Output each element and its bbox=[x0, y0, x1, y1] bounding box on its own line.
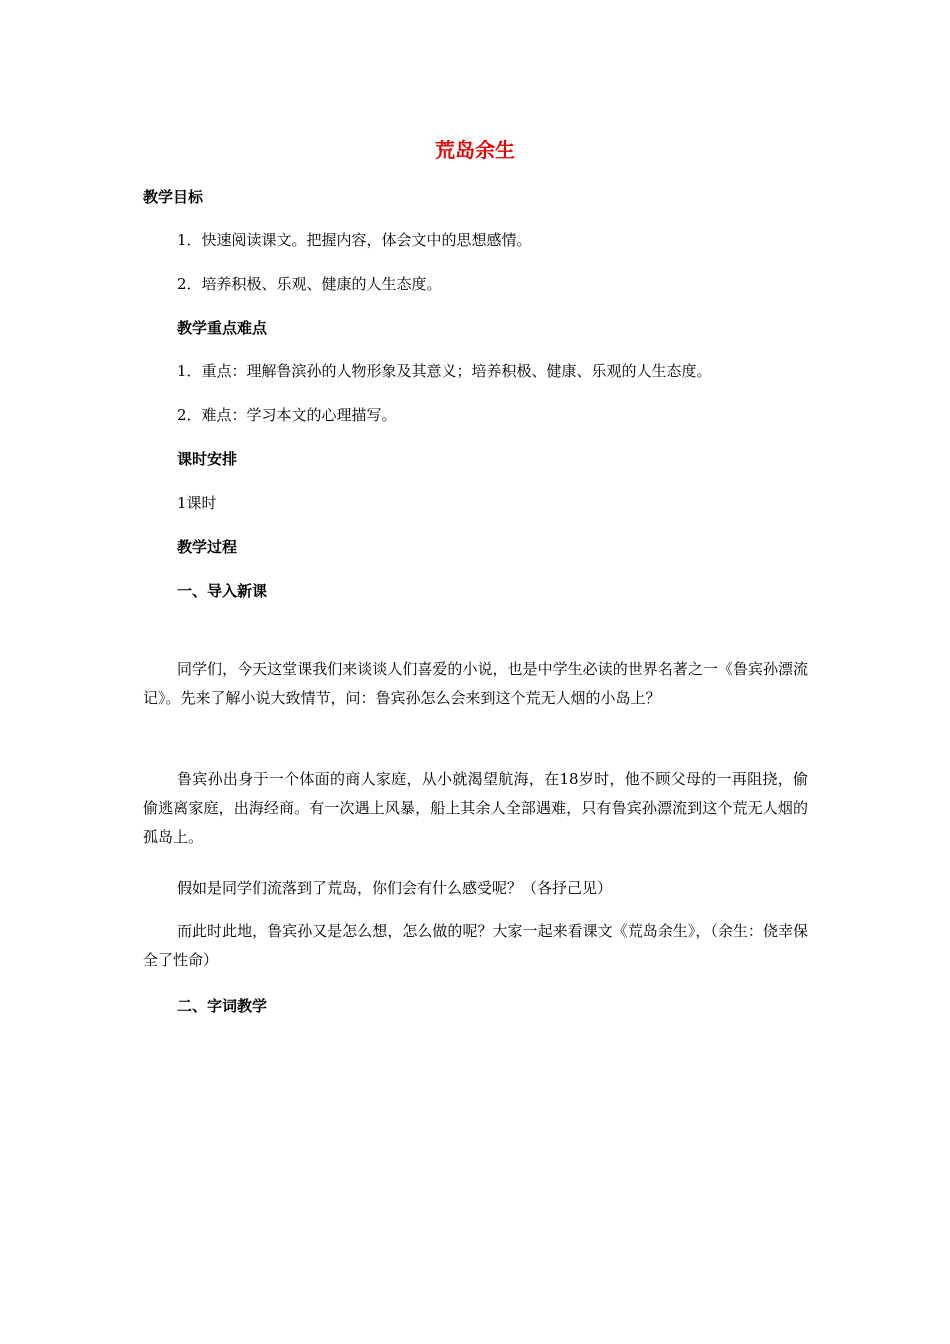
goal-item-1: 1．快速阅读课文。把握内容，体会文中的思想感情。 bbox=[177, 231, 532, 249]
key-point-item-1: 1．重点：理解鲁滨孙的人物形象及其意义；培养积极、健康、乐观的人生态度。 bbox=[177, 362, 712, 380]
document-title: 荒岛余生 bbox=[435, 138, 515, 162]
goal-item-2: 2．培养积极、乐观、健康的人生态度。 bbox=[177, 275, 442, 293]
paragraph-question: 假如是同学们流落到了荒岛，你们会有什么感受呢？（各抒己见） bbox=[177, 879, 613, 897]
schedule-value: 1课时 bbox=[177, 494, 217, 512]
paragraph-background: 鲁宾孙出身于一个体面的商人家庭，从小就渴望航海，在18岁时，他不顾父母的一再阻挠，偷偷逃离家庭，出海经商。有一次遇上风暴，船上其余人全部遇难，只有鲁宾孙漂流到这个荒无人烟的孤岛上。 bbox=[143, 770, 808, 846]
heading-teaching-goals: 教学目标 bbox=[143, 188, 204, 206]
paragraph-transition: 而此时此地，鲁宾孙又是怎么想，怎么做的呢？大家一起来看课文《荒岛余生》，（余生：侥幸保全了性命） bbox=[143, 922, 808, 969]
key-point-item-2: 2．难点：学习本文的心理描写。 bbox=[177, 406, 397, 424]
heading-schedule: 课时安排 bbox=[177, 450, 238, 468]
paragraph-intro: 同学们，今天这堂课我们来谈谈人们喜爱的小说，也是中学生必读的世界名著之一《鲁宾孙漂流记》。先来了解小说大致情节，问：鲁宾孙怎么会来到这个荒无人烟的小岛上？ bbox=[143, 660, 808, 707]
section-heading-intro: 一、导入新课 bbox=[177, 582, 268, 600]
section-heading-vocabulary: 二、字词教学 bbox=[177, 997, 268, 1015]
heading-key-points: 教学重点难点 bbox=[177, 319, 268, 337]
heading-teaching-process: 教学过程 bbox=[177, 538, 238, 556]
